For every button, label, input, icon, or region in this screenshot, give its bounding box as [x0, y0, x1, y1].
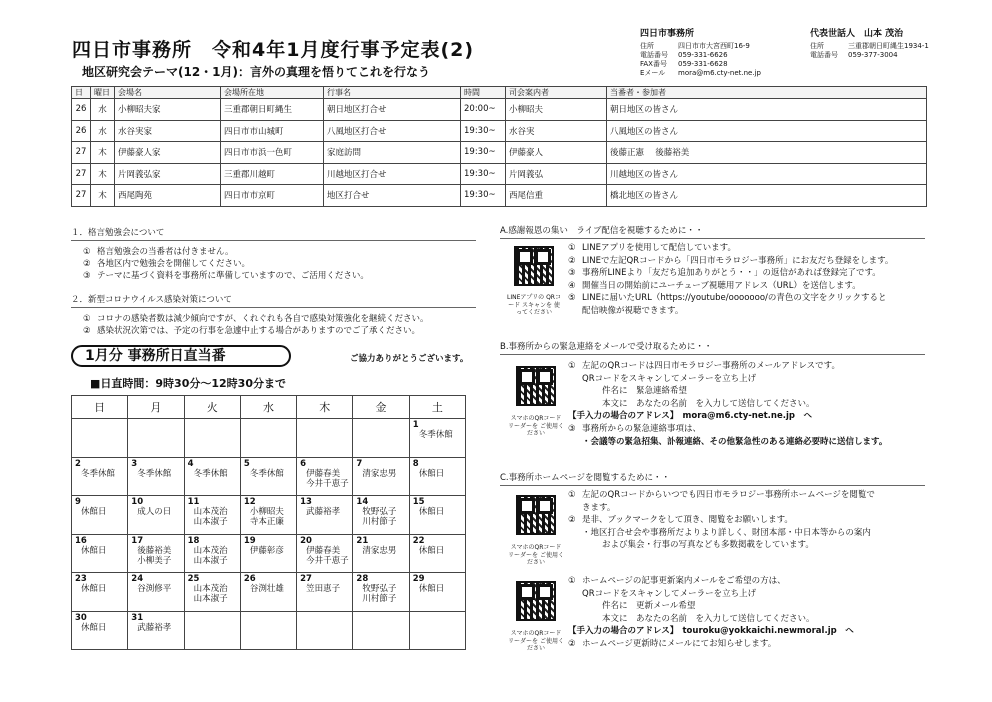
table-cell: 片岡義弘家 [115, 163, 221, 185]
day-number: 7 [356, 458, 363, 469]
item-text: 格言勉強会の当番者は付きません。 [97, 247, 234, 257]
list-item [71, 325, 476, 337]
item-number: ⑤ [568, 293, 576, 304]
item-text: 左記のQRコードは四日市モラロジー事務所のメールアドレスです。 [582, 361, 840, 371]
weekday-header: 水 [240, 396, 296, 419]
table-cell: 川越地区の皆さん [607, 163, 927, 185]
table-cell: 27 [72, 163, 91, 185]
list-item [568, 292, 893, 305]
duty-person: 山本淑子 [193, 555, 228, 566]
day-number: 6 [300, 458, 307, 469]
item-text: 是非、ブックマークをして頂き、閲覧をお願いします。 [582, 515, 793, 526]
weekday-header: 木 [297, 396, 353, 419]
table-cell: 小柳昭夫 [506, 99, 607, 121]
item-number: ② [568, 515, 576, 526]
list-item [568, 489, 875, 502]
table-row [72, 120, 927, 142]
section-heading: ２．新型コロナウイルス感染対策について [71, 293, 476, 308]
contact-label: 電話番号 [810, 51, 838, 59]
item-number: ① [83, 314, 91, 324]
item-text: 事務所からの緊急連絡事項は、 [582, 423, 702, 434]
calendar-day [409, 573, 465, 612]
item-continuation: 件名に 緊急連絡希望 [602, 386, 688, 397]
item-text: ホームページ更新時にメールにてお知らせします。 [582, 638, 777, 649]
section-a-heading: A.感謝報恩の集い ライブ配信を視聴するために・・ [500, 224, 925, 239]
calendar-day [409, 419, 465, 458]
day-number: 25 [187, 574, 200, 584]
calendar-day [240, 496, 296, 535]
calendar-empty-cell [297, 419, 353, 458]
contact-value: 四日市市大宮西町16-9 [678, 42, 750, 50]
table-cell: 20:00~ [461, 99, 506, 121]
table-cell: 水 [91, 120, 115, 142]
table-cell: 27 [72, 142, 91, 164]
table-cell: 26 [72, 120, 91, 142]
duty-person: 谷渕壮雄 [249, 584, 284, 594]
representative-contact [810, 30, 929, 60]
duty-person: 清家忠男 [362, 545, 397, 556]
calendar-day [184, 534, 240, 573]
duty-calendar [71, 395, 466, 650]
day-number: 27 [300, 574, 312, 584]
line-qr-code [514, 246, 554, 286]
duty-person: 武藤裕孝 [137, 622, 172, 633]
calendar-day [297, 573, 353, 612]
day-number: 18 [187, 535, 200, 546]
calendar-day [72, 573, 128, 612]
calendar-empty-cell [240, 419, 296, 458]
table-cell: 四日市市山城町 [221, 120, 324, 142]
calendar-week [72, 573, 466, 612]
item-number: ③ [568, 268, 576, 279]
day-number: 9 [75, 497, 81, 507]
duty-person: 休館日 [81, 545, 107, 556]
duty-person: 冬季休館 [81, 468, 116, 479]
qr-caption: スマホのQRコード リーダーを ご使用ください [508, 630, 564, 652]
column-header: 司会案内者 [506, 87, 607, 99]
list-item [568, 360, 887, 373]
item-number: ① [568, 361, 576, 371]
item-number: ② [83, 326, 91, 336]
day-number: 30 [75, 612, 87, 623]
table-row [72, 142, 927, 164]
day-number: 11 [187, 497, 200, 507]
item-text: 左記のQRコードからいつでも四日市モラロジー事務所ホームページを閲覧で [582, 490, 875, 500]
day-number: 2 [75, 458, 81, 469]
contact-value: mora@m6.cty-net.ne.jp [678, 69, 761, 77]
item-text: LINEに届いたURL（https://youtube/ooooooo/の青色の文字をクリックすると [582, 293, 887, 304]
calendar-day [353, 457, 409, 496]
item-continuation: 本文に あなたの名前 を入力して送信してください。 [602, 613, 815, 624]
item-continuation: および集会・行事の写真なども多数掲載をしています。 [602, 540, 814, 551]
duty-person: 休館日 [418, 507, 445, 517]
calendar-day [353, 534, 409, 573]
duty-hours: ■日直時間：9時30分～12時30分まで [90, 377, 286, 390]
duty-person: 笠田恵子 [306, 584, 341, 594]
duty-person: 伊藤春美 [306, 545, 341, 556]
duty-person: 山本茂治 [193, 507, 228, 517]
duty-person: 谷渕修平 [137, 584, 172, 594]
office-contact [640, 30, 761, 78]
contact-value: 059-331-6626 [678, 51, 728, 59]
day-number: 3 [131, 458, 138, 469]
column-header: 時間 [461, 87, 506, 99]
list-item [568, 514, 875, 527]
table-row [72, 99, 927, 121]
table-cell: 小柳昭夫家 [115, 99, 221, 121]
duty-person: 山本茂治 [193, 584, 228, 594]
weekday-row [72, 396, 466, 419]
day-number: 14 [356, 497, 369, 507]
calendar-day [353, 496, 409, 535]
contact-value: 059-377-3004 [848, 51, 898, 59]
duty-person: 清家忠男 [362, 468, 397, 479]
calendar-body [72, 419, 466, 650]
duty-person: 休館日 [81, 584, 107, 594]
calendar-empty-cell [128, 419, 184, 458]
column-header: 会場所在地 [221, 87, 324, 99]
table-cell: 木 [91, 185, 115, 207]
day-number: 20 [300, 535, 312, 546]
table-cell: 後藤正憲 後藤裕美 [607, 142, 927, 164]
column-header: 行事名 [324, 87, 461, 99]
item-text: 開催当日の開始前にユーチューブ視聴用アドレス（URL）を送信します。 [582, 280, 861, 291]
table-cell: 木 [91, 142, 115, 164]
list-item [568, 242, 893, 255]
table-cell: 水谷実 [506, 120, 607, 142]
duty-person: 小柳昭夫 [249, 507, 284, 517]
schedule-table [71, 86, 927, 207]
duty-person: 休館日 [418, 584, 445, 594]
item-number: ② [83, 259, 91, 269]
day-number: 22 [412, 535, 425, 546]
item-continuation: 配信映像が視聴できます。 [582, 305, 684, 316]
item-text: 事務所LINEより「友だち追加ありがとう・・」の返信があれば登録完了です。 [582, 268, 881, 279]
list-item [568, 267, 893, 280]
contact-label: 住所 [640, 42, 654, 50]
duty-person: 成人の日 [137, 507, 172, 517]
duty-thanks: ご協力ありがとうございます。 [350, 354, 469, 364]
calendar-day [72, 496, 128, 535]
day-number: 8 [412, 458, 419, 469]
section-a-list [568, 242, 893, 318]
calendar-day [128, 611, 184, 650]
contact-label: 住所 [810, 42, 824, 50]
day-number: 12 [243, 497, 256, 507]
contact-label: FAX番号 [640, 60, 667, 68]
day-number: 13 [300, 497, 312, 507]
list-item [71, 258, 476, 270]
table-cell: 19:30~ [461, 163, 506, 185]
section-c-list-2 [568, 575, 854, 651]
section-b-heading: B.事務所からの緊急連絡をメールで受け取るために・・ [500, 340, 925, 355]
item-continuation: ・会議等の緊急招集、訃報連絡、その他緊急性のある連絡必要時に送信します。 [582, 436, 888, 447]
table-cell: 水 [91, 99, 115, 121]
qr-caption: スマホのQRコード リーダーを ご使用ください [508, 415, 564, 437]
duty-person: 伊藤春美 [306, 468, 341, 479]
calendar-day [409, 496, 465, 535]
duty-person: 山本淑子 [193, 594, 228, 604]
duty-person: 川村節子 [362, 594, 397, 604]
duty-person: 休館日 [81, 622, 107, 633]
section-b-list [568, 360, 887, 448]
weekday-header: 金 [353, 396, 409, 419]
duty-person: 休館日 [418, 545, 445, 556]
page-subtitle: 地区研究会テーマ(12・1月)：言外の真理を悟りてこれを行なう [82, 65, 431, 79]
day-number: 28 [356, 574, 369, 584]
column-header: 日 [72, 87, 91, 99]
duty-title: 1月分 事務所日直当番 [71, 345, 291, 367]
table-cell: 19:30~ [461, 142, 506, 164]
calendar-week [72, 457, 466, 496]
day-number: 5 [243, 458, 250, 469]
item-text: テーマに基づく資料を事務所に準備していますので、ご活用ください。 [97, 271, 369, 281]
office-name: 四日市事務所 [640, 29, 695, 39]
item-number: ① [568, 490, 576, 500]
calendar-day [184, 457, 240, 496]
list-item [568, 423, 887, 436]
contact-label: Eメール [640, 69, 666, 77]
weekday-header: 日 [72, 396, 128, 419]
representative-name: 代表世話人 山本 茂治 [810, 29, 904, 39]
page-title: 四日市事務所 令和4年1月度行事予定表(2) [72, 39, 475, 61]
table-cell: 伊藤豪人 [506, 142, 607, 164]
item-continuation: 本文に あなたの名前 を入力して送信してください。 [602, 398, 815, 409]
duty-person: 山本茂治 [193, 545, 228, 556]
table-cell: 橋北地区の皆さん [607, 185, 927, 207]
table-row [72, 185, 927, 207]
day-number: 10 [131, 497, 144, 507]
table-cell: 片岡義弘 [506, 163, 607, 185]
duty-person: 今井千恵子 [306, 555, 349, 566]
calendar-day [184, 496, 240, 535]
weekday-header: 月 [128, 396, 184, 419]
update-mail-qr-code [516, 581, 556, 621]
table-row [72, 163, 927, 185]
section-heading: １．格言勉強会について [71, 226, 476, 241]
calendar-day [184, 573, 240, 612]
list-item [568, 575, 854, 588]
item-text: 感染状況次第では、予定の行事を急遽中止する場合がありますのでご了承ください。 [97, 326, 421, 336]
duty-person: 寺本正廉 [249, 517, 284, 527]
calendar-day [72, 534, 128, 573]
item-number: ① [568, 243, 576, 253]
calendar-day [409, 534, 465, 573]
day-number: 29 [412, 574, 425, 584]
covid-notes [71, 293, 476, 337]
calendar-week [72, 611, 466, 650]
day-number: 15 [412, 497, 425, 507]
item-text: コロナの感染者数は減少傾向ですが、くれぐれも各自で感染対策強化を継続ください。 [97, 314, 429, 324]
item-continuation: ・地区打合せ会や事務所だよりより詳しく、財団本部・中日本等からの案内 [582, 527, 871, 538]
section-c-heading: C.事務所ホームページを閲覧するために・・ [500, 471, 925, 486]
calendar-empty-cell [353, 611, 409, 650]
item-text: 各地区内で勉強会を開催してください。 [97, 259, 251, 269]
day-number: 17 [131, 535, 144, 546]
table-cell: 朝日地区打合せ [324, 99, 461, 121]
list-item [71, 270, 476, 282]
column-header: 曜日 [91, 87, 115, 99]
qr-caption: LINEアプリの QRコード スキャンを 使ってください [507, 294, 561, 316]
calendar-day [409, 457, 465, 496]
item-number: ④ [568, 280, 576, 291]
calendar-day [353, 573, 409, 612]
duty-person: 冬季休館 [193, 468, 228, 479]
duty-person: 牧野弘子 [362, 507, 397, 517]
calendar-empty-cell [409, 611, 465, 650]
study-meeting-notes [71, 226, 476, 282]
day-number: 4 [187, 458, 194, 469]
contact-value: 三重郡朝日町縄生1934-1 [848, 42, 929, 50]
table-cell: 27 [72, 185, 91, 207]
contact-value: 059-331-6628 [678, 60, 728, 68]
item-text: ホームページの記事更新案内メールをご希望の方は、 [582, 576, 786, 586]
schedule-header-row [72, 87, 927, 99]
calendar-empty-cell [353, 419, 409, 458]
day-number: 23 [75, 574, 87, 584]
table-cell: 西尾信重 [506, 185, 607, 207]
table-cell: 木 [91, 163, 115, 185]
calendar-day [297, 534, 353, 573]
duty-person: 武藤裕孝 [306, 507, 341, 517]
duty-person: 今井千恵子 [306, 478, 349, 489]
table-cell: 朝日地区の皆さん [607, 99, 927, 121]
duty-person: 川村節子 [362, 517, 397, 527]
column-header: 当番者・参加者 [607, 87, 927, 99]
column-header: 会場名 [115, 87, 221, 99]
table-cell: 伊藤豪人家 [115, 142, 221, 164]
item-text: LINEアプリを使用して配信しています。 [582, 243, 736, 253]
item-continuation: 件名に 更新メール希望 [602, 601, 696, 612]
calendar-day [128, 573, 184, 612]
day-number: 31 [131, 612, 144, 623]
contact-label: 電話番号 [640, 51, 668, 59]
day-number: 19 [243, 535, 256, 546]
table-cell: 19:30~ [461, 185, 506, 207]
table-cell: 八風地区打合せ [324, 120, 461, 142]
section-c-list-1 [568, 489, 875, 552]
table-cell: 八風地区の皆さん [607, 120, 927, 142]
calendar-day [240, 573, 296, 612]
table-cell: 26 [72, 99, 91, 121]
calendar-week [72, 534, 466, 573]
table-cell: 西尾陶苑 [115, 185, 221, 207]
qr-caption: スマホのQRコード リーダーを ご使用ください [508, 544, 564, 566]
item-number: ③ [83, 271, 91, 281]
calendar-day [297, 496, 353, 535]
duty-person: 冬季休館 [137, 468, 172, 479]
duty-person: 休館日 [418, 468, 445, 479]
item-continuation: きます。 [582, 502, 616, 513]
table-cell: 三重郡朝日町縄生 [221, 99, 324, 121]
manual-address: 【手入力の場合のアドレス】 mora@m6.cty-net.ne.jp へ [568, 411, 812, 422]
duty-person: 後藤裕美 [137, 545, 172, 556]
table-cell: 19:30~ [461, 120, 506, 142]
calendar-day [240, 457, 296, 496]
weekday-header: 火 [184, 396, 240, 419]
calendar-empty-cell [240, 611, 296, 650]
item-number: ② [568, 638, 576, 649]
day-number: 16 [75, 535, 87, 546]
manual-address: 【手入力の場合のアドレス】 touroku@yokkaichi.newmoral.jp へ [568, 626, 854, 637]
duty-person: 休館日 [81, 507, 107, 517]
list-item [568, 255, 893, 268]
calendar-empty-cell [184, 419, 240, 458]
item-number: ① [568, 576, 576, 586]
table-cell: 三重郡川越町 [221, 163, 324, 185]
item-number: ① [83, 247, 91, 257]
calendar-day [297, 457, 353, 496]
table-cell: 四日市市京町 [221, 185, 324, 207]
duty-person: 伊藤彰彦 [249, 545, 284, 556]
day-number: 1 [412, 420, 419, 430]
table-cell: 川越地区打合せ [324, 163, 461, 185]
calendar-day [72, 611, 128, 650]
table-cell: 水谷実家 [115, 120, 221, 142]
weekday-header: 土 [409, 396, 465, 419]
calendar-day [240, 534, 296, 573]
table-cell: 家庭訪問 [324, 142, 461, 164]
list-item [568, 638, 854, 651]
homepage-qr-code [516, 495, 556, 535]
day-number: 26 [243, 574, 256, 584]
list-item [71, 313, 476, 325]
calendar-week [72, 419, 466, 458]
item-continuation: QRコードをスキャンしてメーラーを立ち上げ [582, 373, 757, 384]
list-item [71, 246, 476, 258]
table-cell: 地区打合せ [324, 185, 461, 207]
calendar-empty-cell [297, 611, 353, 650]
calendar-day [128, 496, 184, 535]
calendar-day [72, 457, 128, 496]
calendar-week [72, 496, 466, 535]
calendar-day [128, 457, 184, 496]
duty-person: 牧野弘子 [362, 584, 397, 594]
calendar-day [128, 534, 184, 573]
duty-person: 冬季休館 [249, 468, 284, 479]
calendar-empty-cell [184, 611, 240, 650]
item-continuation: QRコードをスキャンしてメーラーを立ち上げ [582, 588, 757, 599]
duty-person: 冬季休館 [418, 430, 453, 440]
item-number: ③ [568, 423, 576, 434]
day-number: 24 [131, 574, 144, 584]
email-qr-code [516, 366, 556, 406]
item-text: LINEで左記QRコードから「四日市モラロジー事務所」にお友だち登録をします。 [582, 255, 894, 266]
item-number: ② [568, 255, 576, 266]
calendar-empty-cell [72, 419, 128, 458]
duty-person: 山本淑子 [193, 517, 228, 527]
table-cell: 四日市市浜一色町 [221, 142, 324, 164]
duty-person: 小柳美子 [137, 555, 172, 566]
list-item [568, 280, 893, 293]
day-number: 21 [356, 535, 369, 546]
